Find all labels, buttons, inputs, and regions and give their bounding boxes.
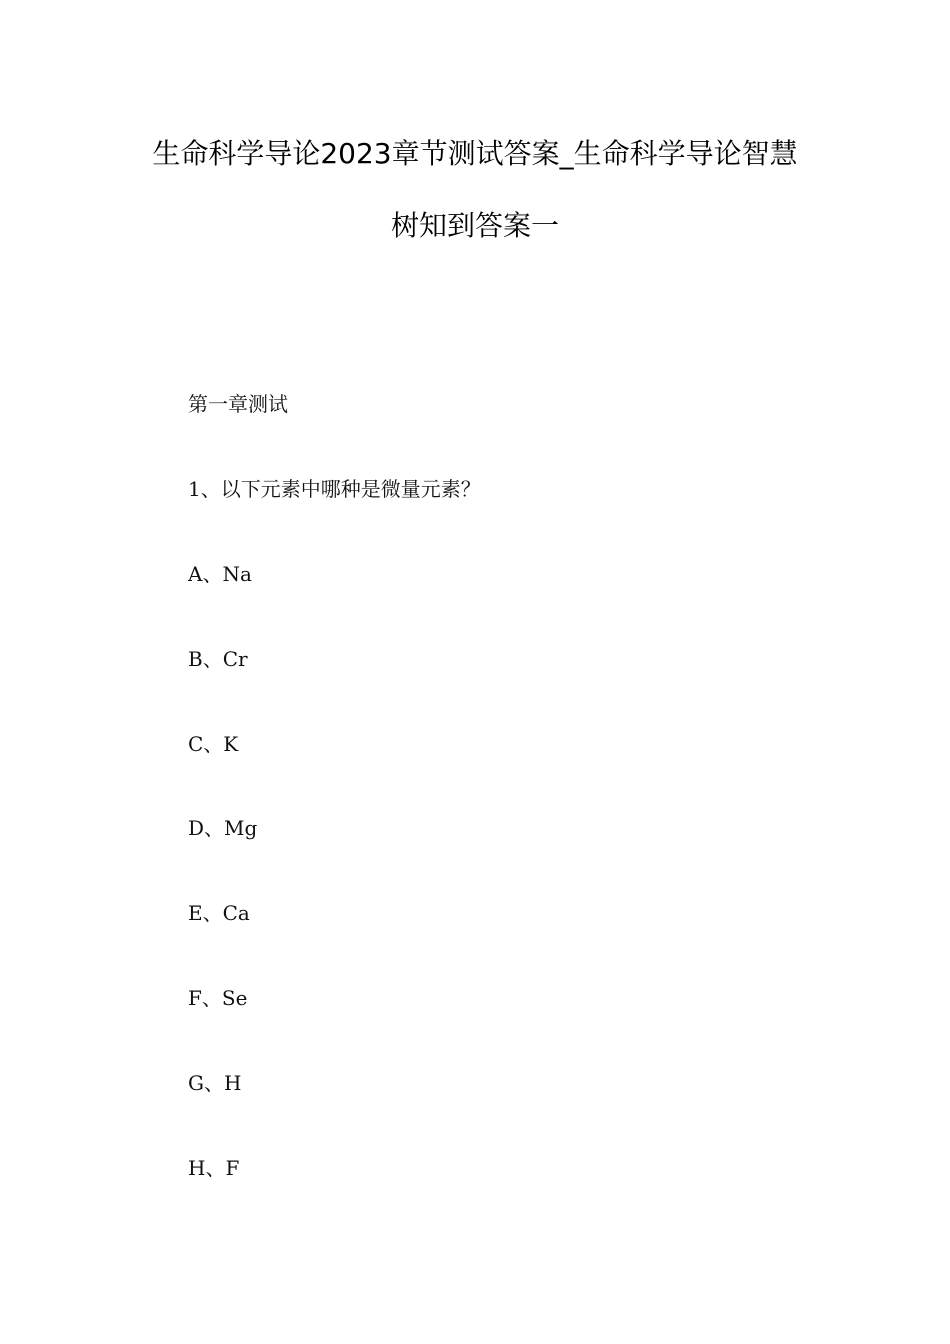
answer-option-e: E、Ca bbox=[188, 901, 250, 926]
document-title-line-2: 树知到答案一 bbox=[390, 209, 559, 242]
answer-option-f: F、Se bbox=[188, 985, 248, 1010]
answer-option-h: H、F bbox=[188, 1155, 240, 1180]
answer-option-c: C、K bbox=[188, 731, 239, 756]
answer-option-a: A、Na bbox=[188, 562, 252, 586]
section-heading: 第一章测试 bbox=[188, 392, 288, 416]
answer-option-g: G、H bbox=[188, 1070, 242, 1095]
document-title-line-1: 生命科学导论2023章节测试答案_生命科学导论智慧 bbox=[152, 137, 798, 170]
answer-options-list bbox=[188, 560, 257, 1238]
answer-option-d: D、Mg bbox=[188, 816, 258, 841]
answer-option-b: B、Cr bbox=[188, 646, 248, 671]
question-text: 1、以下元素中哪种是微量元素？ bbox=[188, 477, 481, 501]
